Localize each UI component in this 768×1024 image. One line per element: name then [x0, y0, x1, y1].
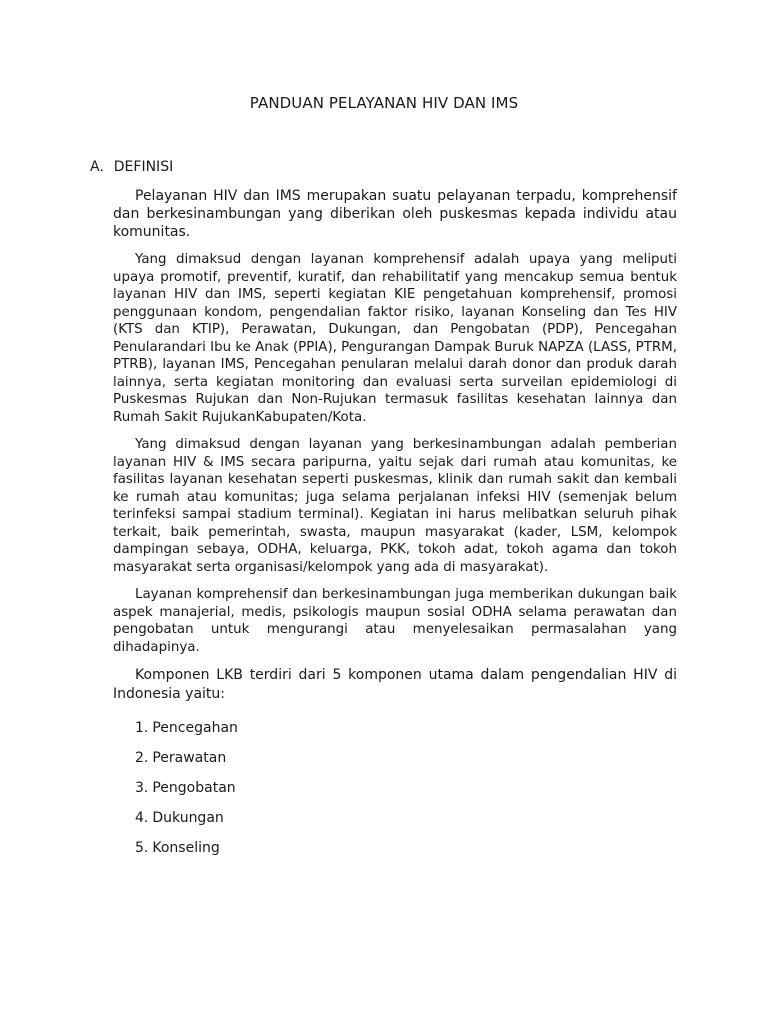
list-item-text: Perawatan: [152, 750, 227, 766]
list-item: [135, 810, 677, 840]
list-item-number: 4.: [135, 810, 149, 826]
list-item-text: Pengobatan: [152, 780, 236, 796]
paragraph-1: Pelayanan HIV dan IMS merupakan suatu pelayanan terpadu, komprehensif dan berkesinambungan yang diberikan oleh puskesmas kepada individu atau komunitas.: [113, 188, 677, 240]
paragraph-4: Layanan komprehensif dan berkesinambungan juga memberikan dukungan baik aspek manajerial, medis, psikologis maupun sosial ODHA selama perawatan dan pengobatan untuk mengurangi atau menyelesaikan permasalahan yang dihadapinya.: [113, 587, 677, 655]
list-item: [135, 780, 677, 810]
paragraph-5: Komponen LKB terdiri dari 5 komponen utama dalam pengendalian HIV di Indonesia yaitu:: [113, 667, 677, 702]
list-item-number: 2.: [135, 750, 149, 766]
list-item-text: Pencegahan: [152, 720, 238, 736]
paragraph-2: Yang dimaksud dengan layanan komprehensif adalah upaya yang meliputi upaya promotif, preventif, kuratif, dan rehabilitatif yang mencakup semua bentuk layanan HIV dan IMS, seperti kegiatan KIE pengetahuan komprehensif, promosi penggunaan kondom, pengendalian faktor risiko, layanan Konseling dan Tes HIV (KTS dan KTIP), Perawatan, Dukungan, dan Pengobatan (PDP), Pencegahan Penularandari Ibu ke Anak (PPIA), Pengurangan Dampak Buruk NAPZA (LASS, PTRM, PTRB), layanan IMS, Pencegahan penularan melalui darah donor dan produk darah lainnya, serta kegiatan monitoring dan evaluasi serta surveilan epidemiologi di Puskesmas Rujukan dan Non-Rujukan termasuk fasilitas kesehatan lainnya dan Rumah Sakit RujukanKabupaten/Kota.: [113, 252, 677, 425]
list-item-number: 3.: [135, 780, 149, 796]
document-title: PANDUAN PELAYANAN HIV DAN IMS: [249, 94, 519, 112]
section-body: [113, 187, 677, 870]
section-title: DEFINISI: [113, 159, 174, 175]
section-letter: A.: [90, 159, 104, 175]
paragraph-3: Yang dimaksud dengan layanan yang berkesinambungan adalah pemberian layanan HIV & IMS secara paripurna, yaitu sejak dari rumah atau komunitas, ke fasilitas layanan kesehatan seperti puskesmas, klinik dan rumah sakit dan kembali ke rumah atau komunitas; juga selama perjalanan infeksi HIV (semenjak belum terinfeksi sampai stadium terminal). Kegiatan ini harus melibatkan seluruh pihak terkait, baik pemerintah, swasta, maupun masyarakat (kader, LSM, kelompok dampingan sebaya, ODHA, keluarga, PKK, tokoh adat, tokoh agama dan tokoh masyarakat serta organisasi/kelompok yang ada di masyarakat).: [113, 437, 677, 575]
list-item-text: Konseling: [152, 840, 220, 856]
component-list: [113, 720, 677, 870]
list-item: [135, 840, 677, 870]
list-item: [135, 750, 677, 780]
list-item-text: Dukungan: [152, 810, 224, 826]
list-item: [135, 720, 677, 750]
list-item-number: 5.: [135, 840, 149, 856]
list-item-number: 1.: [135, 720, 149, 736]
section-heading: [90, 159, 173, 175]
